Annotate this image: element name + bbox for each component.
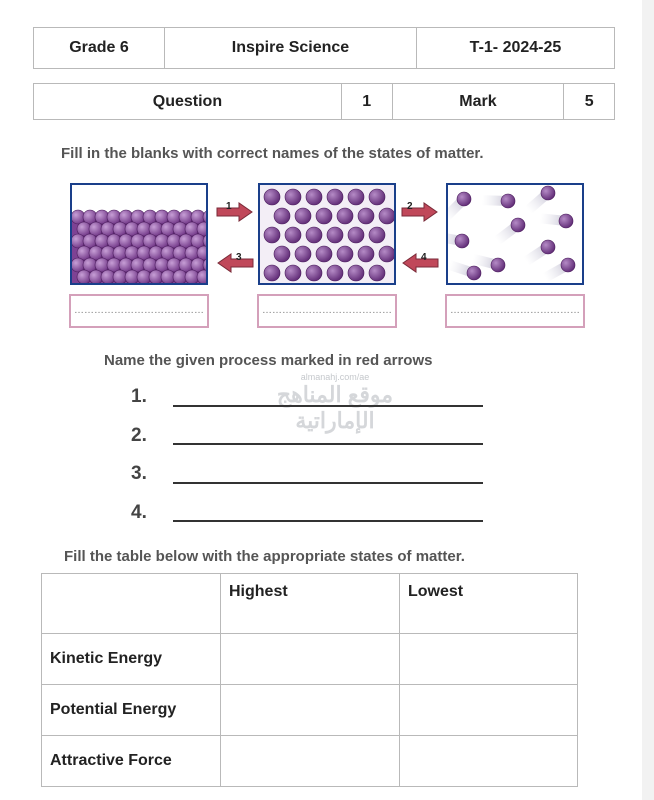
liquid-particle	[264, 265, 280, 281]
liquid-particle	[327, 189, 343, 205]
mark-label-cell: Mark	[392, 84, 564, 120]
row-label-potential-energy: Potential Energy	[42, 685, 221, 736]
question-mark-table	[33, 83, 615, 120]
table-row	[42, 736, 578, 787]
liquid-particle	[348, 265, 364, 281]
header-empty-cell	[42, 574, 221, 634]
liquid-particle	[369, 189, 385, 205]
process-answer-line-1[interactable]	[173, 405, 483, 407]
header-lowest-cell: Lowest	[400, 574, 578, 634]
process-answer-line-3[interactable]	[173, 482, 483, 484]
watermark-site: almanahj.com/ae	[300, 372, 370, 382]
row-label-attractive-force: Attractive Force	[42, 736, 221, 787]
gas-particle	[491, 258, 505, 272]
answer-cell-potential-lowest[interactable]	[400, 685, 578, 736]
gas-particle	[467, 266, 481, 280]
process-number-3: 3.	[131, 463, 147, 484]
liquid-particle	[316, 208, 332, 224]
scrollbar[interactable]	[642, 0, 654, 800]
answer-cell-force-lowest[interactable]	[400, 736, 578, 787]
liquid-particle	[316, 246, 332, 262]
mark-value-cell: 5	[564, 84, 615, 120]
process-number-4: 4.	[131, 502, 147, 523]
process-answer-line-4[interactable]	[173, 520, 483, 522]
liquid-particle	[285, 265, 301, 281]
liquid-particle	[379, 208, 394, 224]
table-header-row	[42, 574, 578, 634]
liquid-particle	[379, 246, 394, 262]
arrow-4-label: 4	[421, 252, 427, 263]
question-number-cell: 1	[341, 84, 392, 120]
liquid-particle	[274, 208, 290, 224]
gas-particles-image	[446, 183, 584, 285]
watermark	[270, 372, 400, 434]
instruction-fill-states: Fill in the blanks with correct names of the states of matter.	[61, 145, 484, 162]
header-info-table	[33, 27, 615, 69]
arrow-2-label: 2	[407, 201, 413, 212]
liquid-particle	[369, 265, 385, 281]
gas-particle	[541, 186, 555, 200]
gas-particle	[559, 214, 573, 228]
watermark-brand: موقع المناهج الإماراتية	[276, 382, 394, 433]
instruction-name-process: Name the given process marked in red arrows	[104, 352, 433, 369]
liquid-particle	[295, 246, 311, 262]
answer-cell-force-highest[interactable]	[221, 736, 400, 787]
liquid-particle	[337, 246, 353, 262]
liquid-particle	[327, 227, 343, 243]
liquid-particle	[264, 189, 280, 205]
liquid-particle	[327, 265, 343, 281]
liquid-particle	[274, 246, 290, 262]
liquid-particle	[295, 208, 311, 224]
table-row	[42, 634, 578, 685]
liquid-particle	[306, 227, 322, 243]
row-label-kinetic-energy: Kinetic Energy	[42, 634, 221, 685]
liquid-particle	[264, 227, 280, 243]
process-number-2: 2.	[131, 425, 147, 446]
liquid-particle	[337, 208, 353, 224]
arrow-3-label: 3	[236, 252, 242, 263]
liquid-particle	[348, 189, 364, 205]
liquid-particles-image	[258, 183, 396, 285]
gas-particle	[455, 234, 469, 248]
process-arrow-1	[215, 201, 255, 223]
gas-particle	[501, 194, 515, 208]
answer-cell-kinetic-highest[interactable]	[221, 634, 400, 685]
gas-particle	[511, 218, 525, 232]
subject-cell: Inspire Science	[165, 28, 417, 69]
arrow-1-label: 1	[226, 201, 232, 212]
grade-cell: Grade 6	[34, 28, 165, 69]
gas-particle	[457, 192, 471, 206]
solid-particles-image	[70, 183, 208, 285]
states-table	[41, 573, 578, 787]
process-number-1: 1.	[131, 386, 147, 407]
table-row	[42, 685, 578, 736]
state-answer-blank-2[interactable]: …………………………………	[257, 294, 397, 328]
liquid-particle	[358, 208, 374, 224]
term-cell: T-1- 2024-25	[416, 28, 614, 69]
answer-cell-kinetic-lowest[interactable]	[400, 634, 578, 685]
liquid-particle	[369, 227, 385, 243]
question-label-cell: Question	[34, 84, 342, 120]
gas-particle	[541, 240, 555, 254]
liquid-particle	[348, 227, 364, 243]
liquid-particle	[285, 189, 301, 205]
liquid-particle	[358, 246, 374, 262]
liquid-particle	[285, 227, 301, 243]
process-arrow-4	[400, 252, 440, 274]
state-answer-blank-1[interactable]: …………………………………	[69, 294, 209, 328]
process-arrow-3	[215, 252, 255, 274]
process-answer-line-2[interactable]	[173, 443, 483, 445]
gas-particle	[561, 258, 575, 272]
state-answer-blank-3[interactable]: …………………………………	[445, 294, 585, 328]
header-highest-cell: Highest	[221, 574, 400, 634]
process-arrow-2	[400, 201, 440, 223]
liquid-particle	[306, 265, 322, 281]
answer-cell-potential-highest[interactable]	[221, 685, 400, 736]
instruction-fill-table: Fill the table below with the appropriate states of matter.	[64, 548, 465, 565]
liquid-particle	[306, 189, 322, 205]
